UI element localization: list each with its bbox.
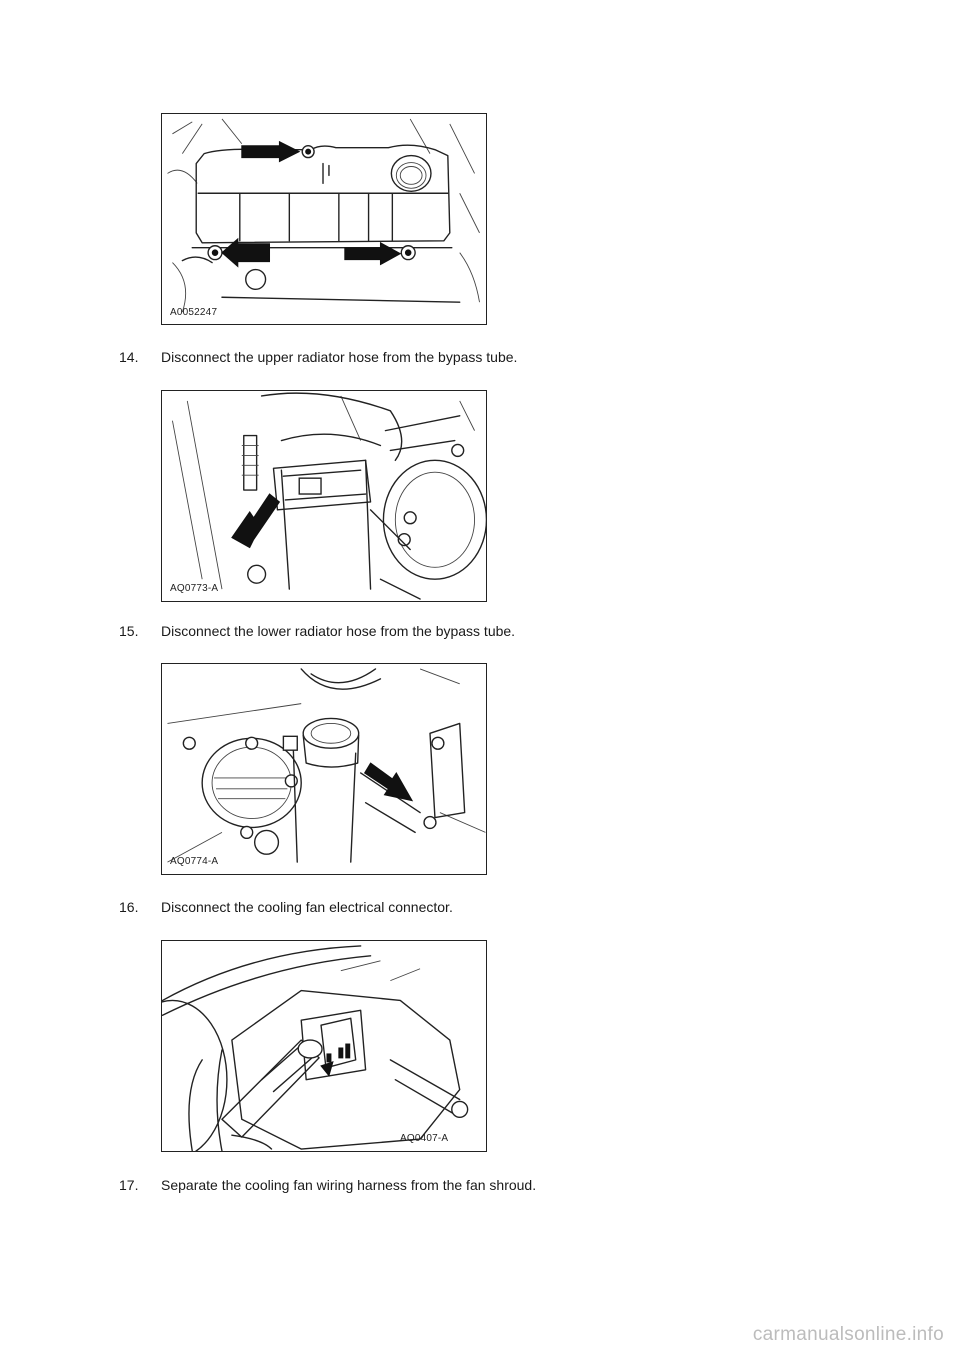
degas-bottle-illustration — [162, 114, 486, 324]
figure-lower-hose — [161, 663, 487, 875]
figure-degas-bottle — [161, 113, 487, 325]
step-number: 17. — [119, 1177, 139, 1193]
step-number: 15. — [119, 623, 139, 639]
figure-code: AQ0407-A — [400, 1133, 449, 1144]
step-text: Disconnect the lower radiator hose from the bypass tube. — [161, 623, 516, 639]
fan-connector-illustration — [162, 941, 486, 1151]
figure-code: AQ0773-A — [170, 583, 219, 594]
watermark: carmanualsonline.info — [752, 1324, 944, 1345]
step-number: 14. — [119, 349, 139, 365]
figure-code: A0052247 — [170, 307, 218, 318]
lower-hose-illustration — [162, 664, 486, 874]
upper-hose-illustration — [162, 391, 486, 601]
step-number: 16. — [119, 899, 139, 915]
step-text: Separate the cooling fan wiring harness from the fan shroud. — [161, 1177, 537, 1193]
figure-code: AQ0774-A — [170, 856, 219, 867]
figure-upper-hose — [161, 390, 487, 602]
step-text: Disconnect the cooling fan electrical connector. — [161, 899, 453, 915]
step-text: Disconnect the upper radiator hose from the bypass tube. — [161, 349, 518, 365]
figure-fan-connector — [161, 940, 487, 1152]
